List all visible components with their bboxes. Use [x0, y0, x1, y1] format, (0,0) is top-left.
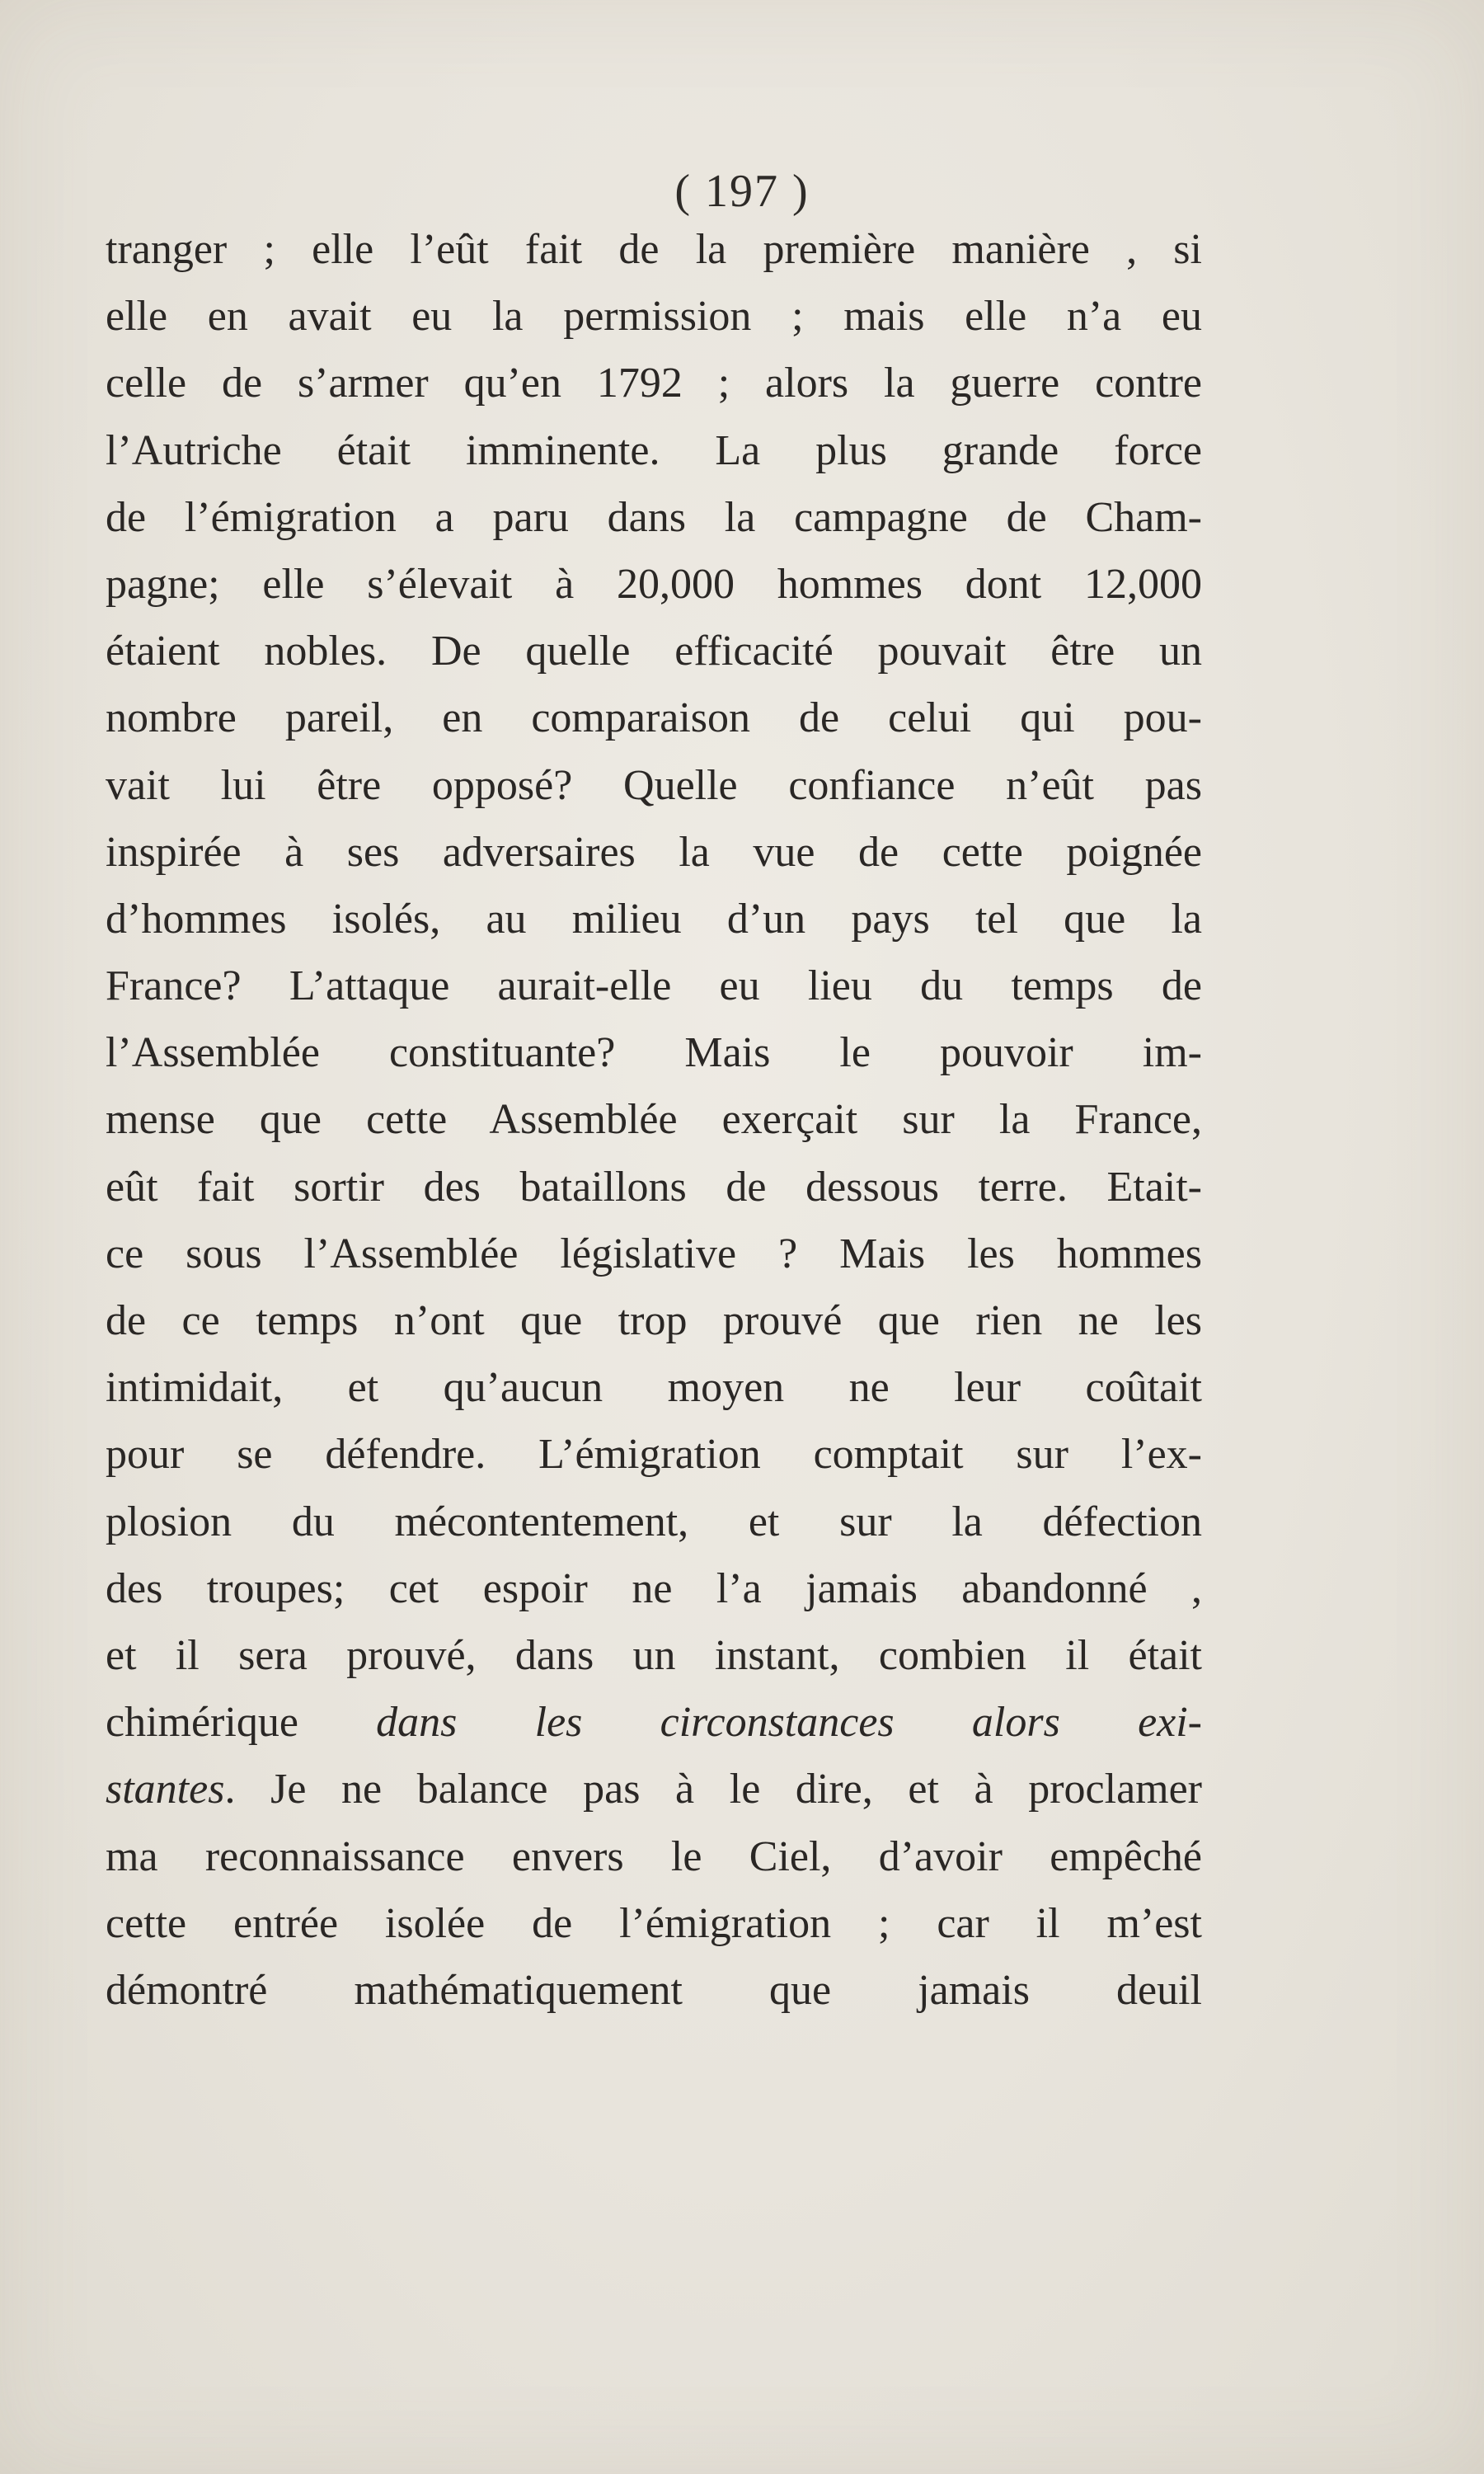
text-line: l’Autriche était imminente. La plus grande force — [106, 426, 1202, 474]
text-line: inspirée à ses adversaires la vue de cette poignée — [106, 828, 1202, 876]
text-line: ma reconnaissance envers le Ciel, d’avoir empêché — [106, 1832, 1202, 1880]
text-line: elle en avait eu la permission ; mais elle n’a eu — [106, 293, 1202, 341]
text-line: eût fait sortir des bataillons de dessous terre. Etait- — [106, 1163, 1202, 1211]
italic-text: dans les circonstances alors exi- — [376, 1699, 1202, 1747]
text-line: ce sous l’Assemblée législative ? Mais les hommes — [106, 1230, 1202, 1277]
page-number-header: ( 197 ) — [674, 166, 810, 217]
text-line: vait lui être opposé? Quelle confiance n’eût pas — [106, 761, 1202, 809]
text-line: démontré mathématiquement que jamais deuil — [106, 1966, 1202, 2014]
text-line: stantes. Je ne balance pas à le dire, et à proclamer — [106, 1766, 1202, 1813]
italic-text: stantes — [106, 1766, 225, 1813]
text-line: l’Assemblée constituante? Mais le pouvoir im- — [106, 1029, 1202, 1077]
text-line: étaient nobles. De quelle efficacité pouvait être un — [106, 628, 1202, 675]
text-line: tranger ; elle l’eût fait de la première manière , si — [106, 226, 1202, 273]
text-line: plosion du mécontentement, et sur la défection — [106, 1498, 1202, 1545]
text-line: nombre pareil, en comparaison de celui qui pou- — [106, 694, 1202, 742]
text-line: de ce temps n’ont que trop prouvé que rien ne les — [106, 1297, 1202, 1344]
text-line: mense que cette Assemblée exerçait sur la France, — [106, 1096, 1202, 1144]
text-line: celle de s’armer qu’en 1792 ; alors la guerre contre — [106, 360, 1202, 407]
text-line: France? L’attaque aurait-elle eu lieu du temps de — [106, 962, 1202, 1010]
text-line: intimidait, et qu’aucun moyen ne leur coûtait — [106, 1364, 1202, 1412]
text-line: chimérique dans les circonstances alors exi- — [106, 1699, 1202, 1747]
text-line: cette entrée isolée de l’émigration ; car il m’est — [106, 1899, 1202, 1947]
text-line: pagne; elle s’élevait à 20,000 hommes dont 12,000 — [106, 560, 1202, 608]
text-line: pour se défendre. L’émigration comptait sur l’ex- — [106, 1431, 1202, 1479]
text-line: des troupes; cet espoir ne l’a jamais abandonné , — [106, 1564, 1202, 1612]
text-line: de l’émigration a paru dans la campagne de Cham- — [106, 493, 1202, 541]
text-line: d’hommes isolés, au milieu d’un pays tel que la — [106, 895, 1202, 943]
text-line: et il sera prouvé, dans un instant, combien il était — [106, 1631, 1202, 1679]
body-text — [106, 216, 1202, 2024]
